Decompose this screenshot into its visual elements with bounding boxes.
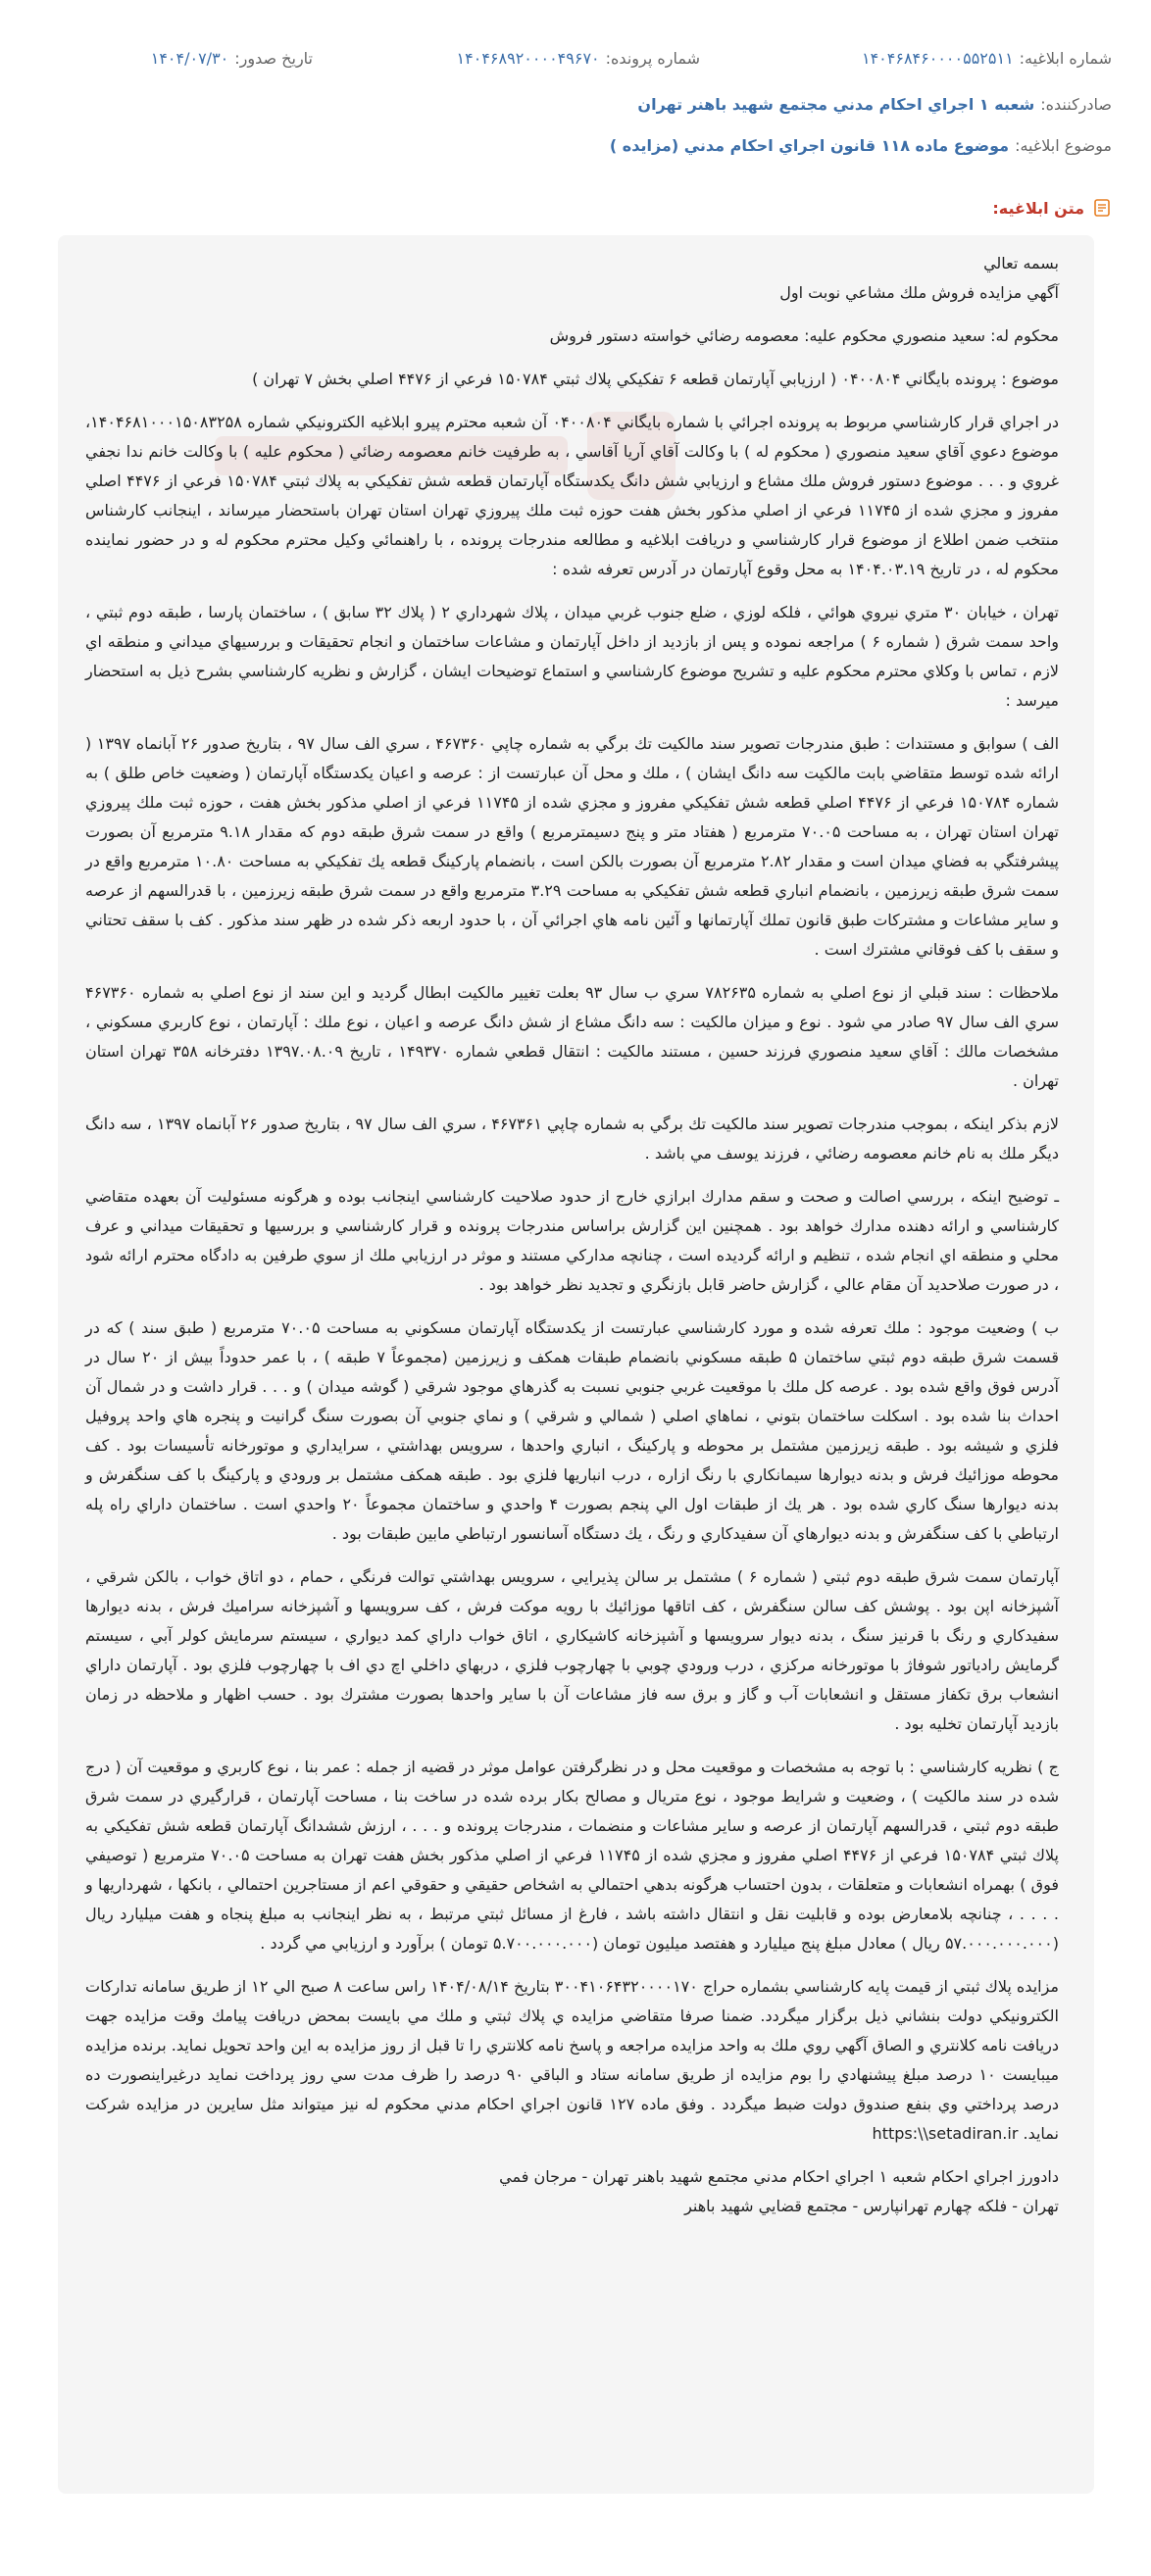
issuer-line — [637, 95, 1112, 114]
paragraph-apartment: آپارتمان سمت شرق طبقه دوم ثبتي ( شماره ۶ ) مشتمل بر سالن پذيرايي ، سرويس بهداشتي توالت فرنگي ، حمام ، دو اتاق خواب ، بالكن شرقي ، آشپزخانه اپن بود . پوشش كف سالن سنگفرش ، كف اتاقها موزائيك با رويه موكت فرش ، كف سرويسها و آشپزخانه سراميك فرش ، بدنه ديوارها سفيدكاري و رنگ با قرنيز سنگ ، بدنه ديوار سرويسها و آشپزخانه كاشيكاري ، اتاق خواب داراي كمد ديواري ، سيستم سرمايش كولر آبي ، سيستم گرمايش رادياتور شوفاژ با موتورخانه مركزي ، درب ورودي چوبي با چهارچوب فلزي ، دربهاي داخلي اچ دي اف با چهارچوب فلزي بود . آپارتمان داراي انشعاب برق تكفاز مستقل و انشعابات آب و گاز و برق سه فاز مشاعات آن با ساير واحدها بصورت مشترك بود . حسب اظهار و ملاحظه در زمان بازديد آپارتمان تخليه بود . — [85, 1567, 1059, 1733]
case-number-value: ۱۴۰۴۶۸۹۲۰۰۰۰۴۹۶۷۰ — [456, 49, 600, 68]
auction-text: مزايده پلاك ثبتي از قيمت پايه كارشناسي بشماره حراج ۳۰۰۴۱۰۶۴۳۲۰۰۰۰۱۷۰ بتاريخ ۱۴۰۴/۰۸/۱۴ راس ساعت ۸ صبح الي ۱۲ از طريق سامانه تداركات الكترونيكي دولت بنشاني ذيل برگزار ميگردد. ضمنا صرفا متقاضي مزايده ي پلاك ثبتي و ملك مي بايست بمحض دريافت پيامك وقت مزايده جهت دريافت نامه كلانتري و الصاق آگهي روي ملك به واحد مزايده مراجعه و پاسخ نامه كلانتري را تا قبل از روز مزايده به اين واحد تحويل نمايد. برنده مزايده ميبايست ۱۰ درصد مبلغ پيشنهادي را بوم مزايده از طريق سامانه ستاد و الباقي ۹۰ درصد را ظرف مدت سي روز پرداخت نمايد درغيراينصورت ده درصد پرداختي وي بنفع صندوق دولت ضبط ميگردد . وفق ماده ۱۲۷ قانون اجراي احكام مدني محكوم له نيز ميتواند مثل سايرين در مزايده شركت نمايد. — [84, 1977, 1060, 2143]
case-number-label: شماره پرونده: — [605, 49, 700, 68]
notice-body-box — [58, 235, 1094, 2494]
issuer-label: صادرکننده: — [1040, 95, 1112, 114]
notice-number — [862, 49, 1112, 68]
paragraph-address: تهران ، خيابان ۳۰ متري نيروي هوائي ، فلكه لوزي ، ضلع جنوب غربي ميدان ، پلاك شهرداري ۲ ( پلاك ۳۲ سابق ) ، ساختمان پارسا ، طبقه دوم ثبتي ، واحد سمت شرق ( شماره ۶ ) مراجعه نموده و پس از بازديد از داخل آپارتمان و مشاعات ساختمان و انجام تحقيقات و بررسيهاي ميداني و منطقه اي لازم ، تماس با وكلاي محترم محكوم عليه و تشريح موضوع كارشناسي و استماع توضيحات ايشان ، گزارش و نظريه كارشناسي بشرح ذيل به استحضار ميرسد : — [85, 603, 1059, 710]
subject-value: موضوع ماده ۱۱۸ قانون اجراي احكام مدني (مزايده ) — [609, 136, 1010, 155]
paragraph-expert-opinion: ج ) نظريه كارشناسي : با توجه به مشخصات و موقعيت محل و در نظرگرفتن عوامل موثر در قضيه از جمله : عمر بنا ، نوع كاربري و موقعيت آن ( درج شده در سند مالكيت ) ، وضعيت و شرايط موجود ، نوع متريال و مصالح بكار برده شده در ساخت بنا ، مساحت آپارتمان ، قرارگيري در سمت شرق طبقه دوم ثبتي ، قدرالسهم آپارتمان از عرصه و ساير مشاعات و منضمات ، مندرجات پرونده و . . . ، ارزش ششدانگ آپارتمان قطعه شش تفكيكي به پلاك ثبتي ۱۵۰۷۸۴ فرعي از ۴۴۷۶ اصلي مفروز و مجزي شده از ۱۱۷۴۵ فرعي از اصلي مذكور بخش هفت تهران به مساحت ۷۰.۰۵ مترمربع ( توصيفي فوق ) بهمراه انشعابات و متعلقات ، بدون احتساب هرگونه بدهي احتمالي به اشخاص حقيقي و حقوقي اعم از مستاجرين احتمالي ، بانكها ، شهرداريها و . . . . ، چنانچه بلامعارض بوده و قابليت نقل و انتقال داشته باشد ، فارغ از مسائل ثبتي مرتبط ، به نظر اينجانب به مبلغ پنجاه و هفت ميليارد ريال (۵۷.۰۰۰.۰۰۰.۰۰۰ ريال ) معادل مبلغ پنج ميليارد و هفتصد ميليون تومان (۵.۷۰۰.۰۰۰.۰۰۰ تومان ) برآورد و ارزيابي مي گردد . — [85, 1758, 1059, 1953]
section-title — [992, 198, 1112, 218]
paragraph-ownership-note: لازم بذكر اينكه ، بموجب مندرجات تصوير سند مالكيت تك برگي به شماره چاپي ۴۶۷۳۶۱ ، سري الف سال ۹۷ ، بتاريخ صدور ۲۶ آبانماه ۱۳۹۷ ، سه دانگ ديگر ملك به نام خانم معصومه رضائي ، فرزند يوسف مي باشد . — [85, 1115, 1059, 1163]
subject-line — [610, 136, 1112, 155]
paragraph-disclaimer: ـ توضيح اينكه ، بررسي اصالت و صحت و سقم مدارك ابرازي خارج از حدود صلاحيت كارشناسي اينجانب بوده و هرگونه مسئوليت آن بعهده متقاضي كارشناسي و ارائه دهنده مدارك خواهد بود . همچنين اين گزارش براساس مندرجات پرونده و قرار كارشناسي و بررسيها و تحقيقات ميداني و عرف محلي و منطقه اي انجام شده ، تنظيم و ارائه گرديده است ، چنانچه مداركي مستند و موثر در ارزيابي ملك از سوي طرفين به دادگاه محترم ارائه شود ، در صورت صلاحديد آن مقام عالي ، گزارش حاضر قابل بازنگري و تجديد نظر خواهد بود . — [85, 1187, 1059, 1294]
paragraph-intro: در اجراي قرار كارشناسي مربوط به پرونده اجرائي با شماره بايگاني ۰۴۰۰۸۰۴ آن شعبه محترم پيرو ابلاغيه الكترونيكي شماره ۱۴۰۴۶۸۱۰۰۰۱۵۰۸۳۲۵۸، موضوع دعوي آقاي سعيد منصوري ( محكوم له ) با وكالت آقاي آريا آقاسي ، به طرفيت خانم معصومه رضائي ( محكوم عليه ) با وكالت خانم ندا نجفي غروي و . . . موضوع دستور فروش ملك مشاع و ارزيابي شش دانگ يكدستگاه آپارتمان قطعه شش تفكيكي به پلاك ثبتي ۱۵۰۷۸۴ فرعي از ۴۴۷۶ اصلي مفروز و مجزي شده از ۱۱۷۴۵ فرعي از اصلي مذكور بخش هفت حوزه ثبت ملك پيروزي تهران استان تهران باستحضار ميرساند ، اينجانب كارشناس منتخب ضمن اطلاع از موضوع قرار كارشناسي و دريافت ابلاغيه و مطالعه مندرجات پرونده ، با راهنمائي وكيل محترم محكوم له و در حضور نماينده محكوم له ، در تاريخ ۱۴۰۴.۰۳.۱۹ به محل وقوع آپارتمان در آدرس تعرفه شده : — [85, 413, 1060, 578]
issue-date — [151, 49, 313, 68]
headline: آگهي مزايده فروش ملك مشاعي نوبت اول — [779, 283, 1059, 302]
paragraph-auction — [85, 1972, 1059, 2149]
notice-header — [39, 49, 1112, 76]
parties-line: محكوم له: سعيد منصوري محكوم عليه: معصومه رضائي خواسته دستور فروش — [549, 326, 1059, 345]
issuer-value: شعبه ۱ اجراي احكام مدني مجتمع شهيد باهنر تهران — [637, 95, 1035, 114]
subject-label: موضوع ابلاغیه: — [1015, 136, 1112, 155]
issue-date-label: تاریخ صدور: — [234, 49, 313, 68]
notice-number-label: شماره ابلاغیه: — [1019, 49, 1112, 68]
section-title-text: متن ابلاغیه: — [992, 198, 1084, 218]
issue-date-value: ۱۴۰۴/۰۷/۳۰ — [150, 49, 229, 68]
signer-line-1: دادورز اجراي احكام شعبه ۱ اجراي احكام مدني مجتمع شهيد باهنر تهران - مرجان فمي — [499, 2167, 1059, 2186]
paragraph-current-state: ب ) وضعيت موجود : ملك تعرفه شده و مورد كارشناسي عبارتست از يكدستگاه آپارتمان مسكوني به مساحت ۷۰.۰۵ مترمربع ( طبق سند ) كه در قسمت شرق طبقه دوم ثبتي ساختمان ۵ طبقه مسكوني بانضمام طبقات همكف و زيرزمين (مجموعاً ۷ طبقه ) ، با عمر حدوداً بيش از ۲۰ سال در آدرس فوق واقع شده بود . عرصه كل ملك با موقعيت غربي جنوبي نسبت به گذرهاي موجود شرقي ( گوشه ميدان ) و . . . قرار داشت و در شمال آن احداث بنا شده بود . اسكلت ساختمان بتوني ، نماهاي اصلي ( شمالي و شرقي ) و نماي جنوبي آن بصورت سنگ گرانيت و پنجره هاي واحد پروفيل فلزي و شيشه بود . طبقه زيرزمين مشتمل بر محوطه و پاركينگ ، انباري واحدها ، سرويس بهداشتي ، سرايداري و موتورخانه تأسيسات بود . كف محوطه موزائيك فرش و بدنه ديوارها سيمانكاري با رنگ ازاره ، درب انباريها فلزي بود . طبقه همكف مشتمل بر ورودي و پاركينگ با كف سنگفرش و بدنه ديوارها سنگ كاري شده بود . هر يك از طبقات اول الي پنجم بصورت ۴ واحدي و ساختمان مجموعاً ۲۰ واحدي است . ساختمان داراي راه پله ارتباطي با كف سنگفرش و بدنه ديوارهاي آن سفيدكاري و رنگ ، يك دستگاه آسانسور ارتباطي مابين طبقات بود . — [85, 1318, 1060, 1543]
paragraph-remarks: ملاحظات : سند قبلي از نوع اصلي به شماره ۷۸۲۶۳۵ سري ب سال ۹۳ بعلت تغيير مالكيت ابطال گرديد و اين سند از نوع اصلي به شماره ۴۶۷۳۶۰ سري الف سال ۹۷ صادر مي شود . نوع و ميزان مالكيت : سه دانگ مشاع از شش دانگ عرصه و اعيان ، نوع ملك : آپارتمان ، نوع كاربري مسكوني ، مشخصات مالك : آقاي سعيد منصوري فرزند حسين ، مستند مالكيت : انتقال قطعي شماره ۱۴۹۳۷۰ ، تاريخ ۱۳۹۷.۰۸.۰۹ دفترخانه ۳۵۸ تهران استان تهران . — [85, 983, 1060, 1090]
paragraph-records: الف ) سوابق و مستندات : طبق مندرجات تصوير سند مالكيت تك برگي به شماره چاپي ۴۶۷۳۶۰ ، سري الف سال ۹۷ ، بتاريخ صدور ۲۶ آبانماه ۱۳۹۷ ( ارائه شده توسط متقاضي بابت مالكيت سه دانگ ايشان ) ، ملك و محل آن عبارتست از : عرصه و اعيان يكدستگاه آپارتمان ( وضعيت خاص طلق ) به شماره ۱۵۰۷۸۴ فرعي از ۴۴۷۶ اصلي قطعه شش تفكيكي مفروز و مجزي شده از ۱۱۷۴۵ فرعي از اصلي مذكور بخش هفت ، حوزه ثبت ملك پيروزي تهران استان تهران ، به مساحت ۷۰.۰۵ مترمربع ( هفتاد متر و پنج دسيمترمربع ) واقع در سمت شرق طبقه دوم كه مقدار ۹.۱۸ مترمربع آن بصورت پيشرفتگي به فضاي ميدان است و مقدار ۲.۸۲ مترمربع آن بصورت بالكن است ، بانضمام پاركينگ قطعه يك تفكيكي به مساحت ۱۰.۸۰ مترمربع واقع در سمت شرق طبقه زيرزمين ، بانضمام انباري قطعه شش تفكيكي به مساحت ۳.۲۹ مترمربع واقع در سمت شرق طبقه زيرزمين ، با قدرالسهم از عرصه و ساير مشاعات و مشتركات طبق قانون تملك آپارتمانها و آئين نامه هاي اجرائي آن ، با حدود اربعه ذكر شده در ظهر سند مذكور . كف با سقف تحتاني و سقف با كف فوقاني مشترك است . — [85, 734, 1060, 959]
case-number — [457, 49, 700, 68]
topic-line: موضوع : پرونده بايگاني ۰۴۰۰۸۰۴ ( ارزيابي آپارتمان قطعه ۶ تفكيكي پلاك ثبتي ۱۵۰۷۸۴ فرعي از ۴۴۷۶ اصلي بخش ۷ تهران ) — [252, 370, 1059, 388]
opening-line: بسمه تعالي — [983, 254, 1059, 272]
notice-number-value: ۱۴۰۴۶۸۴۶۰۰۰۰۵۵۲۵۱۱ — [861, 49, 1014, 68]
document-icon — [1092, 198, 1112, 218]
signer-line-2: تهران - فلكه چهارم تهرانپارس - مجتمع قضايي شهيد باهنر — [684, 2197, 1059, 2215]
setad-link[interactable]: https:\\setadiran.ir — [872, 2124, 1019, 2143]
notice-content — [85, 249, 1059, 2221]
